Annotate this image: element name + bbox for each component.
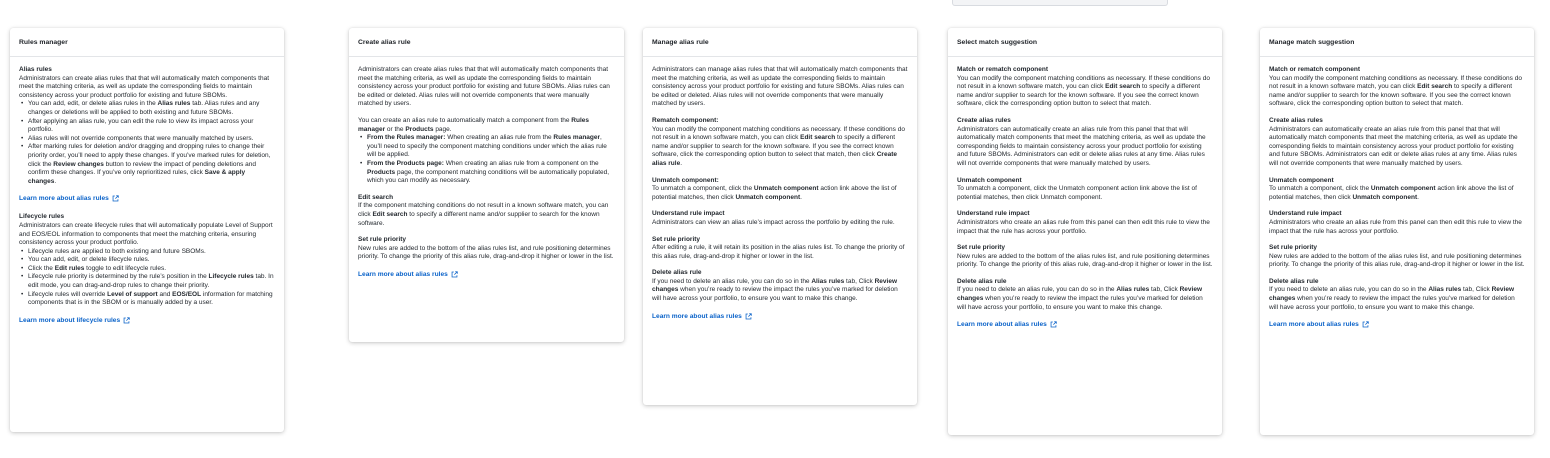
text-run: when you’re ready to review the impact the rules you’ve marked for deletion will have across your portfolio, to ensure you want to make this change. bbox=[652, 286, 898, 303]
paragraph bbox=[358, 117, 615, 134]
external-link-icon bbox=[123, 317, 130, 324]
text-run: . bbox=[1417, 193, 1419, 201]
section-heading-understand-rule-impact: Understand rule impact bbox=[652, 210, 725, 218]
section-heading-alias-rules: Alias rules bbox=[19, 66, 52, 73]
manage-match-suggestion-panel bbox=[1260, 28, 1534, 435]
learn-more-label: Learn more about alias rules bbox=[1269, 321, 1359, 329]
emphasis-text: Review changes bbox=[652, 277, 897, 294]
text-run: , you’ll need to specify the component matching conditions under which the alias rule will be applied. bbox=[367, 134, 607, 159]
text-run: tab, Click bbox=[844, 277, 875, 285]
text-run: when you’re ready to review the impact the rules you’ve marked for deletion will have across your portfolio, to ensure you want to make this change. bbox=[1269, 295, 1515, 311]
paragraph bbox=[1269, 286, 1525, 312]
text-run: If you need to delete an alias rule, you can do so in the bbox=[652, 277, 812, 285]
text-run: information for matching components that is in the SBOM or is manually added by a user. bbox=[28, 290, 273, 307]
paragraph bbox=[957, 219, 1213, 236]
section-heading-set-rule-priority: Set rule priority bbox=[1269, 244, 1318, 252]
select-match-suggestion-panel bbox=[948, 28, 1222, 435]
text-run: . bbox=[680, 159, 682, 167]
text-run: If the component matching conditions do not result in a known software match, you can click bbox=[358, 202, 609, 218]
text-run: tab, Click bbox=[1149, 286, 1180, 294]
list-item bbox=[19, 100, 275, 117]
text-run: to specify a different name and/or supplier to search for the known software. If you see the correct known software, click the corresponding option button to select that match. bbox=[1269, 83, 1513, 108]
list-item bbox=[19, 291, 275, 308]
section-heading-unmatch-component: Unmatch component bbox=[957, 176, 1022, 184]
text-run: You can add, edit, or delete alias rules in the bbox=[28, 100, 158, 108]
text-run: to specify a different name and/or supplier to search for the known software. bbox=[358, 210, 600, 227]
panel-title: Create alias rule bbox=[349, 28, 624, 57]
section-heading-set-rule-priority: Set rule priority bbox=[652, 235, 701, 243]
section-heading-understand-rule-impact: Understand rule impact bbox=[1269, 210, 1342, 218]
text-run: Administrators can automatically create an alias rule from this panel that that will automatically match components that meet the matching criteria, as well as update the corresponding fields to maintain consistency across your product portfolio for existing and future SBOMs. Administrators can edit or delete alias rules at any time. Alias rules will not override components that were manually matched by users. bbox=[1269, 125, 1518, 167]
text-run: You can create an alias rule to automatically match a component from the bbox=[358, 116, 572, 124]
text-run: tab. In edit mode, you can drag-and-drop rules to change their priority. bbox=[28, 273, 274, 290]
text-run: to specify a different name and/or supplier to search for the known software. If you see the correct known software, click the corresponding option button to select that match. bbox=[957, 83, 1201, 108]
text-run: action link above the list of potential matches, then click bbox=[1269, 185, 1514, 201]
section-heading-set-rule-priority: Set rule priority bbox=[358, 236, 407, 244]
emphasis-text: Alias rules bbox=[1428, 286, 1462, 294]
emphasis-text: Rules manager bbox=[358, 116, 589, 133]
text-run: If you need to delete an alias rule, you can do so in the bbox=[957, 286, 1117, 294]
section-heading-delete-alias-rule: Delete alias rule bbox=[1269, 277, 1319, 285]
learn-more-label: Learn more about alias rules bbox=[652, 312, 742, 320]
paragraph bbox=[19, 222, 275, 248]
text-run: Lifecycle rules will override bbox=[28, 290, 108, 298]
text-run: when you’re ready to review the impact the rules you’ve marked for deletion will have across your portfolio, to ensure you want to make this change. bbox=[957, 295, 1203, 311]
panel-body bbox=[349, 57, 624, 289]
section-heading-unmatch-component: Unmatch component bbox=[1269, 176, 1334, 184]
paragraph bbox=[1269, 219, 1525, 236]
text-run: . bbox=[800, 193, 802, 201]
text-run: To unmatch a component, click the bbox=[1269, 185, 1371, 193]
panel-body bbox=[10, 57, 284, 335]
text-run: To unmatch a component, click the bbox=[652, 185, 754, 193]
panel-title: Select match suggestion bbox=[948, 28, 1222, 57]
text-run: or the bbox=[385, 125, 406, 133]
learn-more-link[interactable] bbox=[358, 270, 458, 279]
emphasis-text: From the Products page: bbox=[367, 159, 444, 167]
paragraph bbox=[358, 245, 615, 262]
top-panel-edge bbox=[952, 0, 1168, 6]
text-run: page. bbox=[433, 125, 452, 133]
paragraph bbox=[1269, 185, 1525, 202]
text-run: After editing a rule, it will retain its position in the alias rules list. To change the priority of this alias rule, drag-and-drop it higher or lower in the list. bbox=[652, 244, 905, 260]
paragraph bbox=[1269, 253, 1525, 270]
emphasis-text: Products bbox=[367, 168, 396, 176]
text-run: You can modify the component matching conditions as necessary. If these conditions do not result in a known software match, you can click bbox=[957, 74, 1210, 91]
text-run: You can modify the component matching conditions as necessary. If these conditions do not result in a known software match, you can click bbox=[652, 125, 905, 142]
section-heading-edit-search: Edit search bbox=[358, 193, 394, 201]
text-run: Administrators can automatically create an alias rule from this panel that that will automatically match components that meet the matching criteria, as well as update the corresponding fields to maintain consistency across your product portfolio for existing and future SBOMs. Administrators can edit or delete alias rules at any time. Alias rules will not override components that were manually matched by users. bbox=[957, 125, 1206, 167]
text-run: Administrators who create an alias rule from this panel can then edit this rule to view the impact that the rule has across your portfolio. bbox=[1269, 218, 1522, 235]
text-run: When creating an alias rule from a component on the bbox=[443, 159, 599, 167]
section-heading-lifecycle-rules: Lifecycle rules bbox=[19, 213, 65, 221]
list-item bbox=[19, 256, 275, 265]
text-run: Lifecycle rule priority is determined by the rule’s position in the bbox=[28, 273, 209, 281]
emphasis-text: Edit search bbox=[1105, 83, 1141, 91]
section-heading-set-rule-priority: Set rule priority bbox=[957, 244, 1006, 252]
text-run: To unmatch a component, click the Unmatch component action link above the list of potential matches, then click Unmatch component. bbox=[957, 185, 1197, 201]
section-heading-delete-alias-rule: Delete alias rule bbox=[957, 277, 1007, 285]
emphasis-text: Alias rules bbox=[1116, 286, 1150, 294]
text-run: Administrators can view an alias rule’s impact across the portfolio by editing the rule. bbox=[652, 218, 895, 226]
text-run: Administrators can create alias rules that that will automatically match components that meet the matching criteria, as well as update the corresponding fields to maintain consistency across your product portfolio for existing and future SBOMs. bbox=[19, 74, 270, 99]
paragraph bbox=[358, 66, 615, 109]
panel-title: Manage match suggestion bbox=[1260, 28, 1534, 57]
list-item bbox=[19, 118, 275, 135]
learn-more-link[interactable] bbox=[957, 320, 1057, 329]
external-link-icon bbox=[112, 195, 119, 202]
text-run: to specify a different name and/or supplier to search for the known software. If you see the correct known software, click the corresponding option button to select that match, then click bbox=[652, 134, 896, 159]
emphasis-text: Save & apply changes bbox=[28, 169, 246, 185]
create-alias-rule-panel bbox=[349, 28, 624, 342]
learn-more-link[interactable] bbox=[19, 194, 119, 203]
manage-alias-rule-panel bbox=[643, 28, 917, 405]
paragraph bbox=[19, 75, 275, 101]
emphasis-text: Lifecycle rules bbox=[208, 273, 254, 281]
external-link-icon bbox=[451, 271, 458, 278]
paragraph bbox=[957, 126, 1213, 169]
text-run: Administrators can create lifecycle rules that will automatically populate Level of Support and EOS/EOL information to components that meet the matching criteria, ensuring consistency across your product portfolio. bbox=[19, 221, 273, 247]
text-run: Click the bbox=[28, 264, 55, 272]
emphasis-text: Edit search bbox=[800, 134, 836, 142]
section-heading-rematch-component: Rematch component: bbox=[652, 116, 719, 124]
rules-manager-panel bbox=[10, 28, 284, 432]
text-run: New rules are added to the bottom of the alias rules list, and rule positioning determines priority. To change the priority of this alias rule, drag-and-drop it higher or lower in the list. bbox=[358, 244, 614, 261]
text-run: page, the component matching conditions will be automatically populated, which you can modify as necessary. bbox=[367, 168, 610, 185]
emphasis-text: Rules manager bbox=[553, 134, 601, 142]
text-run: and bbox=[157, 290, 173, 298]
paragraph bbox=[652, 278, 908, 304]
emphasis-text: Unmatch component bbox=[1352, 193, 1418, 201]
text-run: You can add, edit, or delete lifecycle rules. bbox=[28, 256, 150, 264]
emphasis-text: Unmatch component bbox=[753, 185, 819, 193]
text-run: tab. Alias rules and any changes or deletions will be applied to both existing and future SBOMs. bbox=[28, 100, 260, 116]
bullet-list bbox=[19, 248, 275, 308]
emphasis-text: Alias rules bbox=[157, 100, 191, 108]
emphasis-text: Unmatch component bbox=[1370, 185, 1436, 193]
text-run: action link above the list of potential matches, then click bbox=[652, 185, 897, 201]
panel-title: Manage alias rule bbox=[643, 28, 917, 57]
external-link-icon bbox=[1050, 321, 1057, 328]
emphasis-text: Edit rules bbox=[54, 264, 85, 272]
list-item bbox=[19, 143, 275, 186]
paragraph bbox=[957, 253, 1213, 270]
learn-more-link[interactable] bbox=[1269, 320, 1369, 329]
paragraph bbox=[652, 126, 908, 169]
section-heading-unmatch-component: Unmatch component: bbox=[652, 176, 719, 184]
paragraph bbox=[652, 66, 908, 109]
paragraph bbox=[358, 202, 615, 228]
text-run: After marking rules for deletion and/or dragging and dropping rules to change their priority order, you’ll need to apply these changes. If you’ve marked rules for deletion, click the bbox=[28, 143, 271, 168]
learn-more-link[interactable] bbox=[19, 316, 130, 325]
text-run: New rules are added to the bottom of the alias rules list, and rule positioning determines priority. To change the priority of this alias rule, drag-and-drop it higher or lower in the list. bbox=[957, 252, 1213, 269]
text-run: Administrators can create alias rules that that will automatically match components that meet the matching criteria, as well as update the corresponding fields to maintain consistency across your product portfolio for existing and future SBOMs. Alias rules can be edited or deleted. Alias rules will not override components that were manually matched by users. bbox=[358, 66, 610, 108]
panel-title: Rules manager bbox=[10, 28, 284, 57]
panel-body bbox=[643, 57, 917, 331]
emphasis-text: Review changes bbox=[1269, 286, 1514, 303]
paragraph bbox=[957, 286, 1213, 312]
text-run: After applying an alias rule, you can edit the rule to view its impact across your portfolio. bbox=[28, 117, 254, 134]
paragraph bbox=[1269, 126, 1525, 169]
text-run: New rules are added to the bottom of the alias rules list, and rule positioning determines priority. To change the priority of this alias rule, drag-and-drop it higher or lower in the list. bbox=[1269, 252, 1525, 269]
external-link-icon bbox=[1362, 321, 1369, 328]
emphasis-text: Alias rules bbox=[811, 277, 845, 285]
text-run: tab, Click bbox=[1461, 286, 1492, 294]
text-run: Alias rules will not override components that were manually matched by users. bbox=[28, 134, 254, 142]
list-item bbox=[19, 273, 275, 290]
emphasis-text: From the Rules manager: bbox=[367, 134, 446, 142]
section-heading-understand-rule-impact: Understand rule impact bbox=[957, 210, 1030, 218]
external-link-icon bbox=[745, 313, 752, 320]
list-item bbox=[358, 160, 615, 186]
section-heading-create-alias-rules: Create alias rules bbox=[957, 116, 1011, 124]
paragraph bbox=[957, 75, 1213, 109]
paragraph bbox=[652, 185, 908, 202]
emphasis-text: Review changes bbox=[53, 160, 104, 168]
paragraph bbox=[1269, 75, 1525, 109]
emphasis-text: Level of support bbox=[107, 290, 158, 298]
learn-more-link[interactable] bbox=[652, 312, 752, 321]
section-heading-create-alias-rules: Create alias rules bbox=[1269, 116, 1323, 124]
section-heading-delete-alias-rule: Delete alias rule bbox=[652, 269, 702, 277]
emphasis-text: Edit search bbox=[1417, 83, 1453, 91]
text-run: Administrators can manage alias rules that that will automatically match components that meet the matching criteria, as well as update the corresponding fields to maintain consistency across your product portfolio for existing and future SBOMs. Alias rules can be edited or deleted. Alias rules will not override components that were manually matched by users. bbox=[652, 66, 908, 108]
list-item bbox=[358, 134, 615, 160]
learn-more-label: Learn more about alias rules bbox=[19, 195, 109, 203]
text-run: If you need to delete an alias rule, you can do so in the bbox=[1269, 286, 1429, 294]
section-heading-match-or-rematch-component: Match or rematch component bbox=[957, 66, 1049, 73]
paragraph bbox=[652, 219, 908, 228]
text-run: When creating an alias rule from the bbox=[445, 134, 554, 142]
emphasis-text: Edit search bbox=[372, 210, 408, 218]
paragraph bbox=[957, 185, 1213, 202]
panel-body bbox=[948, 57, 1222, 339]
emphasis-text: Review changes bbox=[957, 286, 1202, 303]
paragraph bbox=[652, 244, 908, 261]
text-run: Administrators who create an alias rule from this panel can then edit this rule to view the impact that the rule has across your portfolio. bbox=[957, 218, 1210, 235]
list-item bbox=[19, 265, 275, 274]
text-run: You can modify the component matching conditions as necessary. If these conditions do not result in a known software match, you can click bbox=[1269, 74, 1522, 91]
text-run: button to review the impact of pending deletions and confirm these changes. If you’ve only reprioritized rules, click bbox=[28, 160, 257, 177]
list-item bbox=[19, 248, 275, 257]
emphasis-text: Create alias rule bbox=[652, 151, 897, 167]
emphasis-text: EOS/EOL bbox=[172, 290, 202, 298]
learn-more-label: Learn more about lifecycle rules bbox=[19, 316, 121, 324]
bullet-list bbox=[19, 100, 275, 186]
section-heading-match-or-rematch-component: Match or rematch component bbox=[1269, 66, 1361, 73]
bullet-list bbox=[358, 134, 615, 186]
text-run: Lifecycle rules are applied to both existing and future SBOMs. bbox=[28, 247, 206, 255]
emphasis-text: Products bbox=[405, 125, 434, 133]
learn-more-label: Learn more about alias rules bbox=[957, 321, 1047, 329]
learn-more-label: Learn more about alias rules bbox=[358, 270, 448, 278]
text-run: . bbox=[54, 177, 57, 185]
panel-body bbox=[1260, 57, 1534, 339]
text-run: toggle to edit lifecycle rules. bbox=[84, 264, 167, 272]
list-item bbox=[19, 135, 275, 144]
emphasis-text: Unmatch component bbox=[735, 193, 801, 201]
